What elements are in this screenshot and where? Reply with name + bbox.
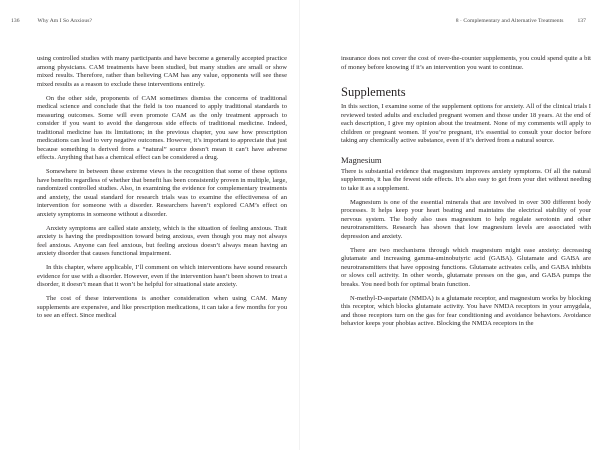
section-heading-supplements: Supplements — [341, 85, 406, 99]
running-head-title-left: Why Am I So Anxious? — [37, 18, 92, 24]
body-paragraph: There are two mechanisms through which magnesium might ease anxiety: decreasing glutamate and increasing gamma-aminobutyric acid (GABA). Glutamate and GABA are neurotransmitters that have opposing functions. Glutamate activates cells, and GABA inhibits or slows cell activity. In other words, glutamate presses on the gas, and GABA pumps the breaks. You need both for optimal brain function. — [341, 246, 591, 288]
body-paragraph: There is substantial evidence that magnesium improves anxiety symptoms. Of all the natural supplements, it has the fewest side effects. It’s also easy to get from your diet without needing to take it as a supplement. — [341, 167, 591, 192]
body-paragraph: Anxiety symptoms are called state anxiety, which is the situation of feeling anxious. Trait anxiety is having the predisposition toward being anxious, even though you may not always feel anxious. Anyone can feel anxious, but feeling anxious doesn’t always mean having an anxiety disorder that causes functional impairment. — [37, 224, 287, 257]
running-head-title-right: 8 · Complementary and Alternative Treatments — [455, 18, 564, 24]
body-paragraph: In this section, I examine some of the supplement options for anxiety. All of the clinical trials I reviewed tested adults and excluded pregnant women and those under 18 years. At the end of each description, I give my opinion about the treatment. None of my comments will apply to children or pregnant women. If you’re pregnant, it’s essential to consult your doctor before taking any chemically active substance, even if it’s derived from a natural source. — [341, 103, 591, 144]
right-text-column — [341, 55, 591, 334]
running-head-right — [456, 18, 586, 24]
body-paragraph: Magnesium is one of the essential minerals that are involved in over 300 different body processes. It helps keep your heart beating and maintains the electrical stability of your nervous system. The body also uses magnesium to help regulate serotonin and other neurotransmitters. Research has shown that low magnesium levels are associated with depression and anxiety. — [341, 198, 591, 240]
body-paragraph: insurance does not cover the cost of over-the-counter supplements, you could spend quite a bit of money before knowing if it’s an intervention you want to continue. — [341, 55, 591, 71]
body-paragraph: On the other side, proponents of CAM sometimes dismiss the concerns of traditional medical science and conclude that the field is too nuanced to apply traditional standards to measuring outcomes. Some will even promote CAM as the only treatment approach to consider if you want to avoid the dangerous side effects of traditional medicine. Indeed, traditional medicine has its limitations; in the previous chapter, you saw how prescription medications can lead to very negative outcomes. However, it’s important to appreciate that just because something is derived from a “natural” source doesn’t mean it can’t have adverse effects. Anything that has a chemical effect can be considered a drug. — [37, 94, 287, 161]
body-paragraph: N-methyl-D-aspartate (NMDA) is a glutamate receptor, and magnesium works by blocking this receptor, which blocks glutamate activity. You have NMDA receptors in your amygdala, and those receptors turn on the gas for fear conditioning and avoidance behaviors. Avoidance behavior keeps your phobias active. Blocking the NMDA receptors in the — [341, 294, 591, 327]
left-text-column — [37, 55, 287, 326]
page-number-left: 136 — [11, 18, 20, 24]
page-number-right: 137 — [577, 18, 586, 24]
right-page — [300, 0, 600, 450]
body-paragraph: The cost of these interventions is another consideration when using CAM. Many supplements are expensive, and like prescription medications, it can take a few months for you to see an effect. Since medical — [37, 295, 287, 319]
body-paragraph: Somewhere in between these extreme views is the recognition that some of these options have benefits regardless of whether that benefit has been consistently proven in multiple, large, randomized controlled studies. Also, in examining the evidence for complementary treatments and anxiety, the usual standard for research trials was to examine the effectiveness of an intervention for someone with a disorder. Researchers haven’t explored CAM’s effect on anxiety symptoms in someone without a disorder. — [37, 168, 287, 218]
subsection-heading-magnesium: Magnesium — [341, 154, 382, 165]
body-paragraph: using controlled studies with many participants and have become a generally accepted practice among physicians. CAM treatments have been studied, but many studies are small or show mixed results. Therefore, rather than believing CAM has any value, opponents will see these mixed results as a reason to exclude these interventions entirely. — [37, 55, 287, 88]
running-head-left — [11, 18, 92, 24]
body-paragraph: In this chapter, where applicable, I’ll comment on which interventions have sound research evidence for use with a disorder. However, even if the intervention hasn’t been shown to treat a disorder, it doesn’t mean that it won’t be helpful for situational state anxiety. — [37, 264, 287, 288]
